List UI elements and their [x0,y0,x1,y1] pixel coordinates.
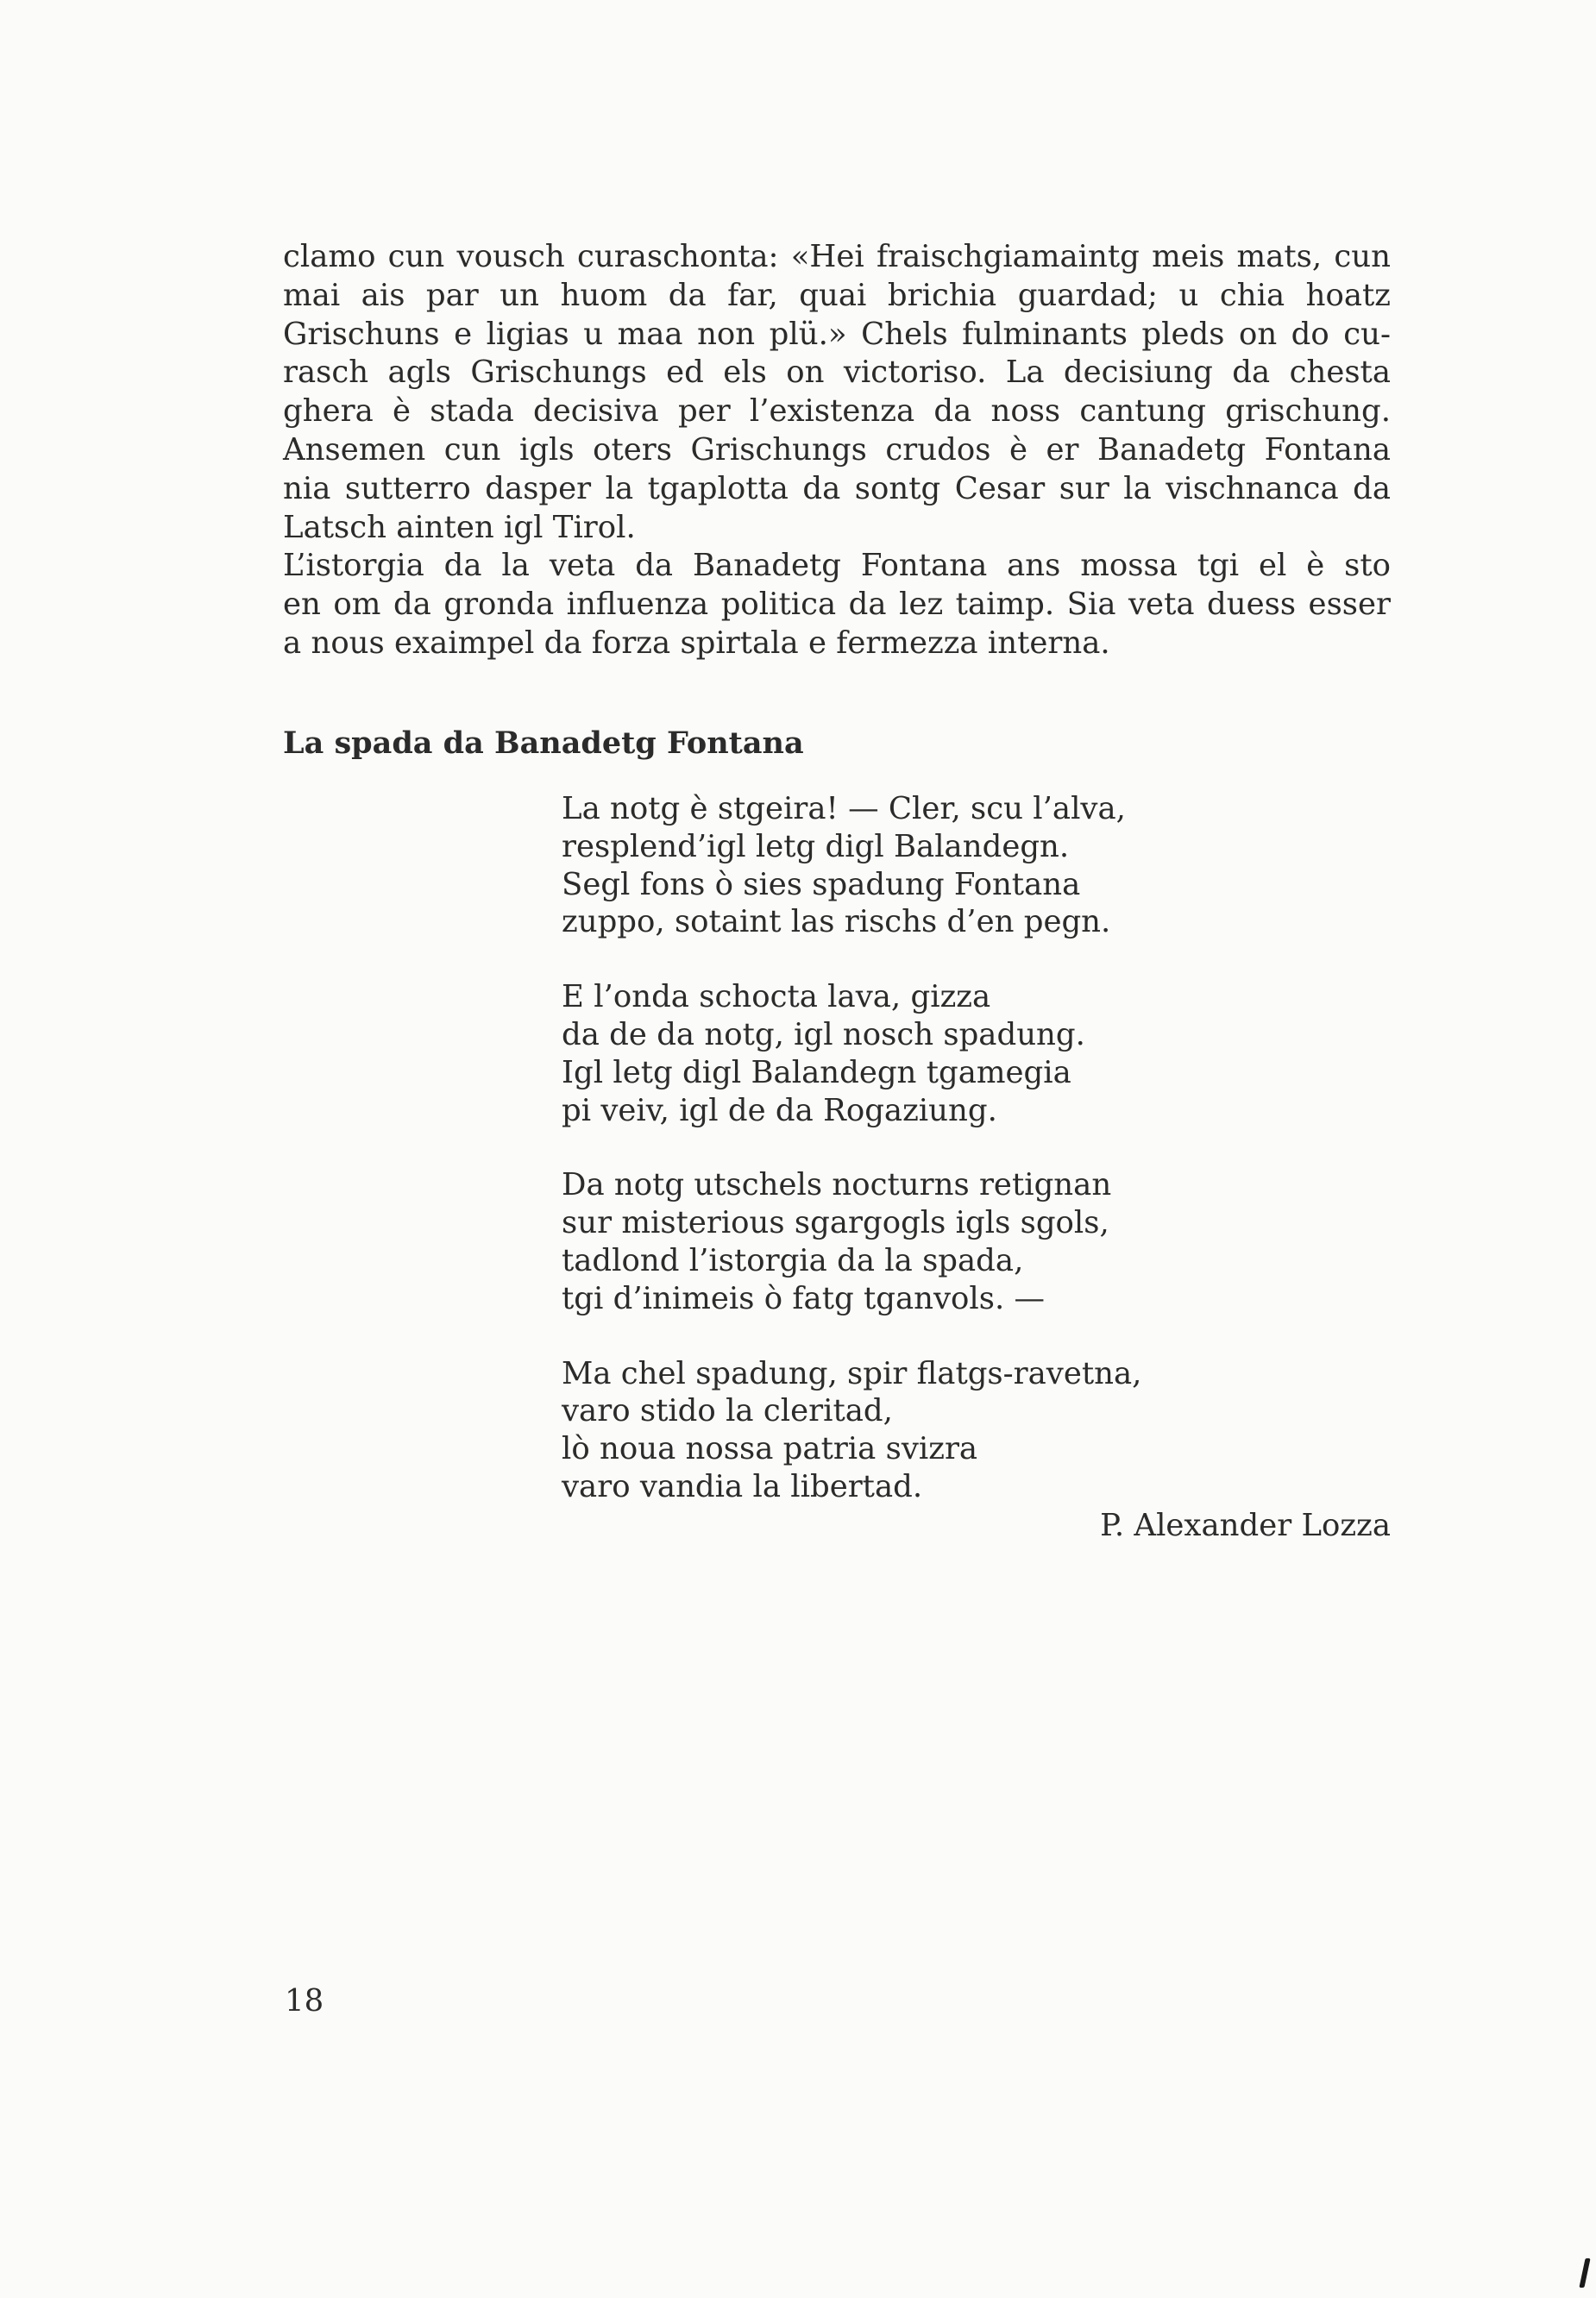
body-text [283,238,1391,663]
poem-author: P. Alexander Lozza [1100,1508,1391,1543]
text-line: ghera è stada decisiva per l’existenza da noss cantung grischung. [283,393,1391,430]
poem-line: zuppo, sotaint las rischs d’en pegn. [562,904,1111,940]
poem-stanza [562,978,1391,1129]
poem-line: E l’onda schocta lava, gizza [562,979,991,1015]
poem-line: pi veiv, igl de da Rogaziung. [562,1092,997,1128]
poem-line: Igl letg digl Balandegn tgamegia [562,1054,1071,1090]
poem-line: lò noua nossa patria svizra [562,1431,978,1467]
poem-line: tadlond l’istorgia da la spada, [562,1242,1024,1278]
poem-stanza [562,790,1391,941]
text-line: Latsch ainten igl Tirol. [283,509,636,545]
text-line: rasch agls Grischungs ed els on victoriso. La decisiung da chesta [283,355,1391,391]
poem-line: La notg è stgeira! — Cler, scu l’alva, [562,791,1126,826]
text-line: Ansemen cun igls oters Grischungs crudos è er Banadetg Fontana [283,431,1391,468]
poem-line: Ma chel spadung, spir flatgs-ravetna, [562,1355,1142,1391]
poem-line: da de da notg, igl nosch spadung. [562,1016,1085,1052]
text-line: mai ais par un huom da far, quai brichia guardad; u chia hoatz [283,277,1391,313]
poem-line: tgi d’inimeis ò fatg tganvols. — [562,1280,1046,1316]
text-line: L’istorgia da la veta da Banadetg Fontana ans mossa tgi el è sto [283,548,1391,584]
poem-stanza [562,1166,1391,1317]
poem-line: varo stido la cleritad, [562,1393,893,1429]
poem-line: sur misterious sgargogls igls sgols, [562,1205,1109,1241]
poem-line: varo vandia la libertad. [562,1468,923,1504]
poem-line: Segl fons ò sies spadung Fontana [562,866,1081,902]
poem-line: resplend’igl letg digl Balandegn. [562,828,1070,864]
page-number: 18 [285,1983,324,2019]
poem-stanza [562,1355,1391,1506]
text-line: nia sutterro dasper la tgaplotta da sontg Cesar sur la vischnanca da [283,470,1391,506]
text-line: a nous exaimpel da forza spirtala e fermezza interna. [283,625,1110,661]
text-line: clamo cun vousch curaschonta: «Hei fraischgiamaintg meis mats, cun [283,239,1391,274]
text-line: en om da gronda influenza politica da lez taimp. Sia veta duess esser [283,587,1391,623]
scan-mark [1579,2258,1590,2288]
poem [562,790,1391,1506]
poem-title: La spada da Banadetg Fontana [283,725,804,761]
poem-line: Da notg utschels nocturns retignan [562,1167,1112,1203]
text-line: Grischuns e ligias u maa non plü.» Chels fulminants pleds on do cu- [283,316,1391,352]
